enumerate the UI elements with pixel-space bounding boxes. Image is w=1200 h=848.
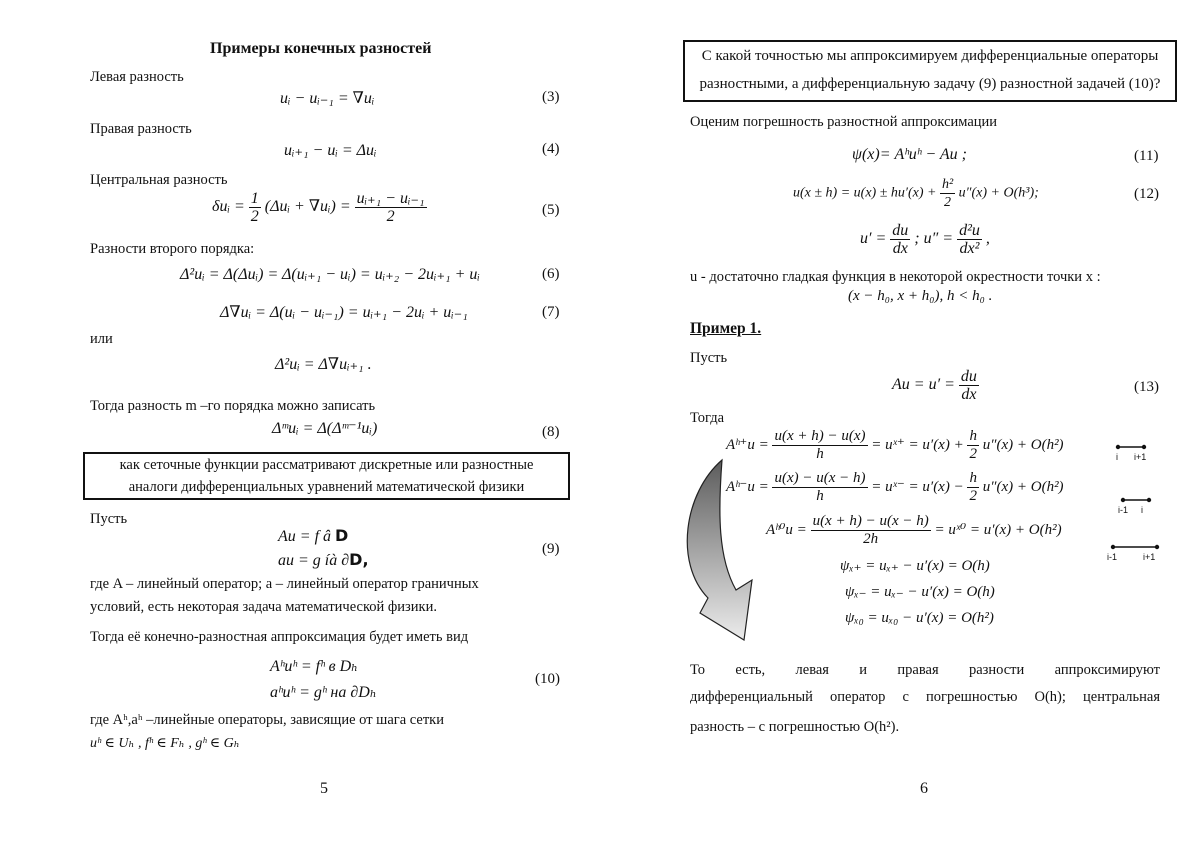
deriv-u2-den: dx² xyxy=(957,240,982,257)
r3-den: 2h xyxy=(811,531,931,548)
r2-fraction xyxy=(772,470,867,505)
deriv-separator: ; u″ = xyxy=(914,230,953,247)
stencil-central-label-b: i+1 xyxy=(1143,552,1155,562)
eq5-half xyxy=(249,190,261,225)
derivative-definitions xyxy=(860,222,990,257)
eq9b-text: au = g íà ∂ xyxy=(278,552,349,569)
r2-den: h xyxy=(772,488,867,505)
eq5-frac-num: uᵢ₊₁ − uᵢ₋₁ xyxy=(355,190,427,208)
stencil-backward-label-b: i xyxy=(1141,505,1143,515)
eq12-rhs: u″(x) + O(h³); xyxy=(959,186,1039,201)
r3-num: u(x + h) − u(x − h) xyxy=(811,513,931,531)
eq9a-domain: D xyxy=(335,526,348,545)
equation-3-number: (3) xyxy=(542,89,560,106)
stencil-backward-label-a: i-1 xyxy=(1118,505,1128,515)
question-box xyxy=(683,40,1177,102)
r3-rhs: = uˣ⁰ = u′(x) + O(h²) xyxy=(934,522,1061,538)
eq5-frac-den: 2 xyxy=(355,208,427,225)
neighborhood: (x − h₀, x + h₀), h < h₀ . xyxy=(848,288,992,305)
forward-difference-row xyxy=(726,428,1064,463)
r2-num: u(x) − u(x − h) xyxy=(772,470,867,488)
eq13-den: dx xyxy=(959,386,979,403)
section-title: Примеры конечных разностей xyxy=(210,40,431,58)
psi-central: ψₓ₀ = uₓ₀ − u′(x) = O(h²) xyxy=(845,610,994,627)
deriv-u1-label: u′ = xyxy=(860,230,886,247)
equation-8-number: (8) xyxy=(542,424,560,441)
equation-9b xyxy=(278,550,369,570)
question-box-line-2: разностными, а дифференциальную задачу (9) разностной задачей (10)? xyxy=(685,70,1175,98)
grid-sets: uʰ ∈ Uₕ , fʰ ∈ Fₕ , gʰ ∈ Gₕ xyxy=(90,735,240,752)
page-number-right: 6 xyxy=(920,780,928,798)
eq13-fraction xyxy=(959,368,979,403)
where-line-2: условий, есть некоторая задача математической физики. xyxy=(90,598,437,616)
deriv-u1-num: du xyxy=(890,222,910,240)
let-label: Пусть xyxy=(90,510,127,528)
equation-12-number: (12) xyxy=(1134,186,1159,203)
deriv-end: , xyxy=(986,230,990,247)
equation-10-number: (10) xyxy=(535,671,560,688)
eq12-frac-num: h² xyxy=(940,176,955,194)
deriv-u2-fraction xyxy=(957,222,982,257)
smooth-function-line: u - достаточно гладкая функция в некоторой окрестности точки x : xyxy=(690,268,1101,286)
equation-5 xyxy=(212,190,427,225)
or-label: или xyxy=(90,330,113,348)
equation-4: uᵢ₊₁ − uᵢ = Δuᵢ xyxy=(284,140,377,160)
note-box-line-1: как сеточные функции рассматривают дискретные или разностные xyxy=(85,454,568,476)
equation-6: Δ²uᵢ = Δ(Δuᵢ) = Δ(uᵢ₊₁ − uᵢ) = uᵢ₊₂ − 2uᵢ₊₁ + uᵢ xyxy=(180,264,480,284)
equation-7: Δ∇uᵢ = Δ(uᵢ − uᵢ₋₁) = uᵢ₊₁ − 2uᵢ + uᵢ₋₁ xyxy=(220,302,468,322)
r1-mid: = uˣ⁺ = u′(x) + xyxy=(871,437,963,453)
equation-7b: Δ²uᵢ = Δ∇uᵢ₊₁ . xyxy=(275,354,372,374)
equation-5-number: (5) xyxy=(542,202,560,219)
stencil-central-label-a: i-1 xyxy=(1107,552,1117,562)
equation-6-number: (6) xyxy=(542,266,560,283)
psi-forward: ψₓ₊ = uₓ₊ − u′(x) = O(h) xyxy=(840,556,990,575)
r3-lhs: Aʰ⁰u = xyxy=(766,522,807,538)
r1-h-den: 2 xyxy=(967,446,979,463)
eq13-lhs: Au = u′ = xyxy=(892,376,955,393)
r2-mid: = uˣ⁻ = u′(x) − xyxy=(871,479,963,495)
r1-h-fraction xyxy=(967,428,979,463)
eq12-lhs: u(x ± h) = u(x) ± hu′(x) + xyxy=(793,186,936,201)
left-difference-label: Левая разность xyxy=(90,68,184,86)
eq13-num: du xyxy=(959,368,979,386)
eq5-fraction xyxy=(355,190,427,225)
r1-fraction xyxy=(772,428,867,463)
eq9a-text: Au = f â xyxy=(278,528,335,545)
backward-difference-row xyxy=(726,470,1064,505)
r2-h-fraction xyxy=(967,470,979,505)
stencil-forward-label-b: i+1 xyxy=(1134,452,1146,462)
r2-rhs: u″(x) + O(h²) xyxy=(983,479,1064,495)
eq5-mid: (Δuᵢ + ∇uᵢ) = xyxy=(265,198,351,215)
r3-fraction xyxy=(811,513,931,548)
equation-9a xyxy=(278,526,348,546)
page-number-left: 5 xyxy=(320,780,328,798)
approximation-label: Тогда её конечно-разностная аппроксимация будет иметь вид xyxy=(90,628,468,646)
right-page xyxy=(600,0,1200,848)
central-difference-label: Центральная разность xyxy=(90,171,228,189)
eq12-fraction xyxy=(940,176,955,211)
deriv-u1-fraction xyxy=(890,222,910,257)
equation-10b: aʰuʰ = gʰ на ∂Dₕ xyxy=(270,682,377,702)
where-line-1: где A – линейный оператор; a – линейный оператор граничных xyxy=(90,575,479,593)
note-box xyxy=(83,452,570,500)
deriv-u1-den: dx xyxy=(890,240,910,257)
conclusion-line-2: дифференциальный оператор с погрешностью O(h); центральная xyxy=(690,688,1160,706)
eq12-frac-den: 2 xyxy=(940,194,955,211)
r1-num: u(x + h) − u(x) xyxy=(772,428,867,446)
example-title: Пример 1. xyxy=(690,320,761,338)
equation-12 xyxy=(793,176,1039,211)
equation-11-number: (11) xyxy=(1134,148,1158,165)
psi-backward: ψₓ₋ = uₓ₋ − u′(x) = O(h) xyxy=(845,582,995,601)
left-page xyxy=(0,0,600,848)
m-order-label: Тогда разность m –го порядка можно записать xyxy=(90,397,375,415)
conclusion-line-3: разность – с погрешностью O(h²). xyxy=(690,718,899,736)
conclusion-line-1: То есть, левая и правая разности аппроксимируют xyxy=(690,661,1160,679)
equation-13-number: (13) xyxy=(1134,379,1159,396)
eq9b-domain: D, xyxy=(349,550,368,569)
equation-3: uᵢ − uᵢ₋₁ = ∇uᵢ xyxy=(280,88,374,108)
question-box-line-1: С какой точностью мы аппроксимируем дифференциальные операторы xyxy=(685,42,1175,70)
stencil-forward-label-a: i xyxy=(1116,452,1118,462)
r2-h-den: 2 xyxy=(967,488,979,505)
where-operators: где Aʰ,aʰ –линейные операторы, зависящие от шага сетки xyxy=(90,711,444,729)
r1-lhs: Aʰ⁺u = xyxy=(726,437,769,453)
equation-4-number: (4) xyxy=(542,141,560,158)
r1-rhs: u″(x) + O(h²) xyxy=(983,437,1064,453)
right-difference-label: Правая разность xyxy=(90,120,192,138)
let-label-right: Пусть xyxy=(690,349,727,367)
equation-13 xyxy=(892,368,979,403)
central-difference-row xyxy=(766,513,1062,548)
second-order-label: Разности второго порядка: xyxy=(90,240,254,258)
equation-10a: Aʰuʰ = fʰ в Dₕ xyxy=(270,656,358,676)
then-label: Тогда xyxy=(690,409,724,427)
equation-11: ψ(x)= Aʰuʰ − Au ; xyxy=(852,146,967,164)
equation-9-number: (9) xyxy=(542,541,560,558)
r2-h-num: h xyxy=(967,470,979,488)
eq5-half-num: 1 xyxy=(249,190,261,208)
equation-8: Δᵐuᵢ = Δ(Δᵐ⁻¹uᵢ) xyxy=(272,418,377,438)
note-box-line-2: аналоги дифференциальных уравнений математической физики xyxy=(85,476,568,498)
eq5-lhs: δuᵢ = xyxy=(212,198,245,215)
equation-7-number: (7) xyxy=(542,304,560,321)
r2-lhs: Aʰ⁻u = xyxy=(726,479,769,495)
estimate-label: Оценим погрешность разностной аппроксимации xyxy=(690,113,997,131)
eq5-half-den: 2 xyxy=(249,208,261,225)
deriv-u2-num: d²u xyxy=(957,222,982,240)
r1-h-num: h xyxy=(967,428,979,446)
r1-den: h xyxy=(772,446,867,463)
